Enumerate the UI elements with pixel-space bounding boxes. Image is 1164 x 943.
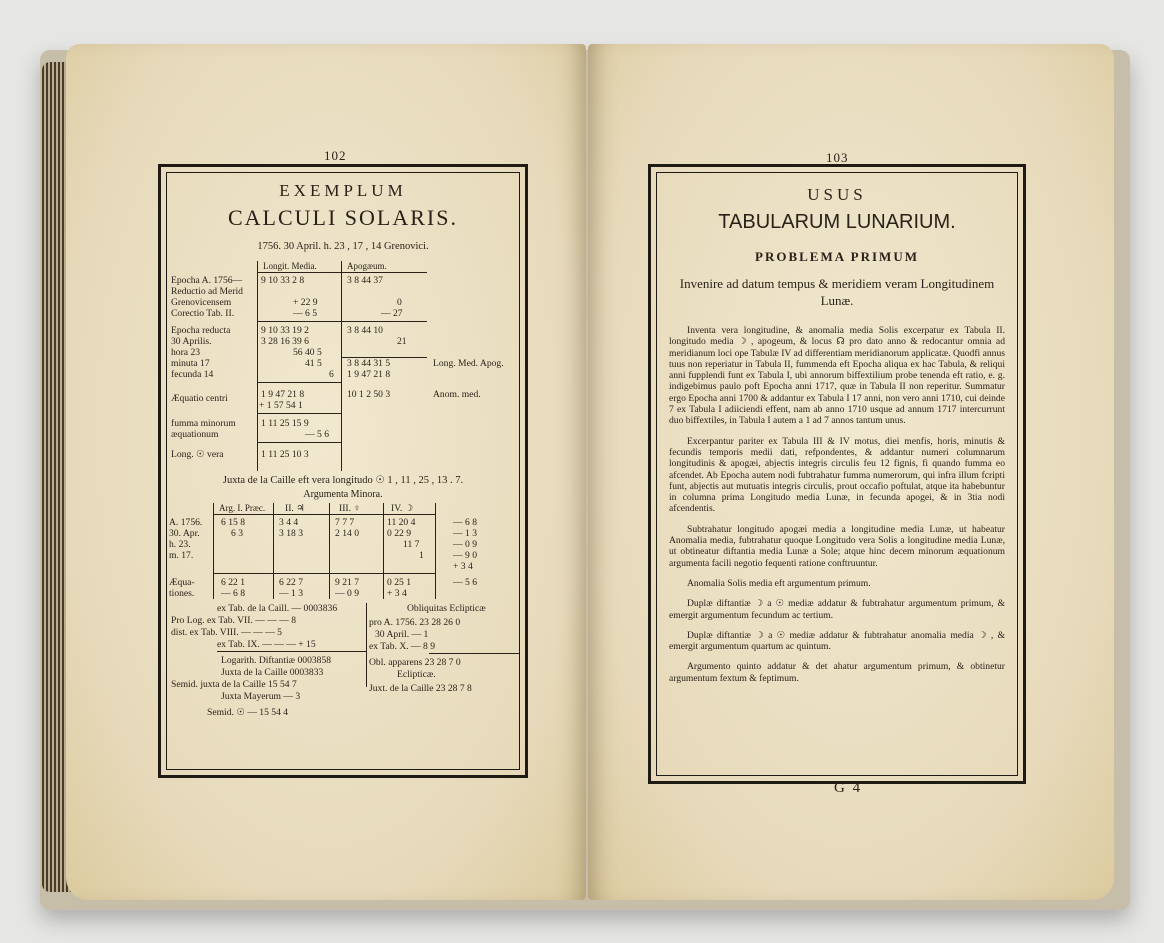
row-value: — 27 xyxy=(381,308,403,319)
right-folio: 103 xyxy=(826,150,849,165)
arg-cell: — 0 9 xyxy=(335,588,359,599)
col-head-longitude: Longit. Media. xyxy=(263,261,317,271)
left-frame xyxy=(158,164,528,778)
arg-row-label: tiones. xyxy=(169,588,195,599)
left-folio: 102 xyxy=(324,148,347,163)
arg-cell: 2 14 0 xyxy=(335,528,359,539)
row-value: 3 8 44 37 xyxy=(347,275,383,286)
obliquity-line: pro A. 1756. 23 28 26 0 xyxy=(369,617,461,628)
left-title-2: CALCULI SOLARIS. xyxy=(227,205,458,230)
arg-row-label: A. 1756. xyxy=(169,517,203,528)
row-value: 6 xyxy=(329,369,334,380)
right-page xyxy=(588,44,1114,900)
paragraph: Inventa vera longitudine, & anomalia media Solis excerpatur ex Tabula II. longitudo media ☽ , apogeum, & locus ☊ pro dato anno & redocantur omnia ad meridianum loci ope Tabulæ IV ad differentiam meridianorum applicatæ. Quodfi annus tuus non reperiatur in Tabula II, fummenda eft Epocha aliqua ex hac Tabula, & reliqui anni fupplendi funt ex Tabula I, ubi annorum biffextilium probe tenenda eft ratio, e. g. indigebimus paulo poft Epocha anni 1717, quæ in Tabula II non reperitur. Summatur ergo Epocha anni 1700 & addantur ex Tabula I 17 anni, non vero anni 1710, cui deinde 7 ex Tabula I adiiciendi effent, nam ab anno 1710 usque ad annum 1717 intercurrunt duo biffextiles, in Tabula I autem a 1 ad 7 annos tantum unus. xyxy=(669,325,1005,427)
arg-cell: — 1 3 xyxy=(453,528,477,539)
row-label: Epocha reducta xyxy=(171,325,231,336)
row-value: 41 5 xyxy=(305,358,322,369)
row-value: 21 xyxy=(397,336,407,347)
semid-line: Semid. ☉ — 15 54 4 xyxy=(207,707,289,718)
arg-row-label: Æqua- xyxy=(169,577,195,588)
semid-line: Pro Log. ex Tab. VII. — — — 8 xyxy=(171,615,297,626)
obliquity-line: Eclipticæ. xyxy=(397,669,436,680)
row-label: fumma minorum xyxy=(171,418,236,429)
arg-row-label: 30. Apr. xyxy=(169,528,200,539)
argumenta-table xyxy=(169,503,514,601)
row-value: 1 11 25 10 3 xyxy=(261,449,309,460)
obliquity-line: 30 April. — 1 xyxy=(375,629,429,640)
arg-row-label: m. 17. xyxy=(169,550,194,561)
right-title-3: PROBLEMA PRIMUM xyxy=(755,249,919,264)
paragraph: Anomalia Solis media eft argumentum primum. xyxy=(687,577,871,589)
arg-cell: + 3 4 xyxy=(387,588,407,599)
row-label: fecunda 14 xyxy=(171,369,214,380)
row-label: minuta 17 xyxy=(171,358,210,369)
row-value: 9 10 33 19 2 xyxy=(261,325,309,336)
arg-head: II. ♃ xyxy=(285,503,305,514)
right-title-2: TABULARUM LUNARIUM. xyxy=(718,211,956,233)
arg-cell: 7 7 7 xyxy=(335,517,355,528)
row-value: — 6 5 xyxy=(293,308,317,319)
arg-cell: — 6 8 xyxy=(453,517,477,528)
row-label: Æquatio centri xyxy=(171,393,228,404)
arg-cell: 6 15 8 xyxy=(221,517,245,528)
right-title-1: USUS xyxy=(807,185,867,204)
arg-cell: — 0 9 xyxy=(453,539,477,550)
row-value: 0 xyxy=(397,297,402,308)
row-label: Epocha A. 1756— xyxy=(171,275,243,286)
arg-cell: 0 22 9 xyxy=(387,528,411,539)
arg-cell: — 1 3 xyxy=(279,588,303,599)
row-value: + 22 9 xyxy=(293,297,318,308)
row-value: 1 9 47 21 8 xyxy=(261,389,305,400)
obliquity-line: ex Tab. X. — 8 9 xyxy=(369,641,436,652)
paragraph: Argumento quinto addatur & det ahatur argumentum primum, & obtinetur argumentum fextum & feptimum. xyxy=(669,661,1005,684)
arg-head: Arg. I. Præc. xyxy=(219,503,266,513)
arg-cell: 6 22 1 xyxy=(221,577,245,588)
arg-cell: — 5 6 xyxy=(453,577,477,588)
side-note-anom-med: Anom. med. xyxy=(433,389,481,400)
arg-title: Argumenta Minora. xyxy=(303,489,383,500)
row-label: Corectio Tab. II. xyxy=(171,308,235,319)
left-date-line: 1756. 30 April. h. 23 , 17 , 14 Grenovici. xyxy=(257,241,429,252)
arg-cell: 0 25 1 xyxy=(387,577,411,588)
row-value: 3 28 16 39 6 xyxy=(261,336,309,347)
row-value: 1 11 25 15 9 xyxy=(261,418,309,429)
obliquity-line: Obl. apparens 23 28 7 0 xyxy=(369,657,461,668)
side-note-long-med-apog: Long. Med. Apog. xyxy=(433,358,504,369)
semid-line: ex Tab. IX. — — — + 15 xyxy=(217,639,316,650)
row-value: — 5 6 xyxy=(305,429,329,440)
col-head-apogee: Apogæum. xyxy=(347,261,387,271)
semid-line: Juxta Mayerum — 3 xyxy=(221,691,301,702)
signature-mark: G 4 xyxy=(834,780,863,796)
paragraph: Duplæ diftantiæ ☽ a ☉ mediæ addatur & fubtrahatur argumentum primum, & emergit argumentum fecundum ac tertium. xyxy=(669,598,1005,621)
semid-line: Juxta de la Caille 0003833 xyxy=(221,667,324,678)
row-value: 3 8 44 10 xyxy=(347,325,383,336)
arg-cell: 11 7 xyxy=(403,539,420,550)
paragraph: Duplæ diftantiæ ☽ a ☉ mediæ addatur & fubtrahatur anomalia media ☽ , & emergit argumentum quartum ac quintum. xyxy=(669,629,1005,653)
row-value: + 1 57 54 1 xyxy=(259,400,303,411)
solar-table xyxy=(171,261,516,471)
arg-cell: 9 21 7 xyxy=(335,577,359,588)
arg-cell: 11 20 4 xyxy=(387,517,416,528)
arg-cell: 3 4 4 xyxy=(279,517,299,528)
row-label: hora 23 xyxy=(171,347,201,358)
row-value: 3 8 44 31 5 xyxy=(347,358,391,369)
arg-cell: 6 22 7 xyxy=(279,577,303,588)
arg-cell: — 9 0 xyxy=(453,550,477,561)
arg-cell: — 6 8 xyxy=(221,588,245,599)
right-frame xyxy=(648,164,1026,784)
left-title-1: EXEMPLUM xyxy=(279,181,407,200)
row-label: Grenovicensem xyxy=(171,297,232,308)
row-value: 10 1 2 50 3 xyxy=(347,389,391,400)
arg-head: IV. ☽ xyxy=(391,503,414,514)
obliquity-line: Juxt. de la Caille 23 28 7 8 xyxy=(369,683,472,694)
arg-cell: 6 3 xyxy=(231,528,243,539)
semid-line: Logarith. Diftantiæ 0003858 xyxy=(221,655,332,666)
arg-head: III. ♀ xyxy=(339,503,361,514)
row-label: Long. ☉ vera xyxy=(171,449,224,460)
row-value: 56 40 5 xyxy=(293,347,322,358)
caille-line: Juxta de la Caille eft vera longitudo ☉ 1 , 11 , 25 , 13 . 7. xyxy=(222,475,464,486)
arg-cell: 1 xyxy=(419,550,424,561)
arg-row-label: h. 23. xyxy=(169,539,191,550)
arg-cell: 3 18 3 xyxy=(279,528,303,539)
semid-line: Semid. juxta de la Caille 15 54 7 xyxy=(171,679,297,690)
row-label: æquationum xyxy=(171,429,219,440)
paragraph: Excerpantur pariter ex Tabula III & IV motus, diei menfis, horis, minutis & fecundis temporis medii dati, refpondentes, & addantur numeri columnarum longitudinis & apogæi, abjectis integris circulis feu 12 fignis, fi quando fumma eo afcendet. Ab Epocha autem nodi fubtrahatur fumma numerorum, qui infra illum fcripti funt, abjectis aut mutuatis integris circulis, prout occafio poftulat, atque ita habebuntur in columna prima Longitudo media Lunæ, in fecunda apogei, & in 3tia nodi afcendentis. xyxy=(669,435,1005,515)
obliquity-line: Obliquitas Eclipticæ xyxy=(407,603,486,614)
semid-line: ex Tab. de la Caill. — 0003836 xyxy=(217,603,338,614)
right-subtitle: Invenire ad datum tempus & meridiem veram Longitudinem Lunæ. xyxy=(679,276,995,308)
row-label: Reductio ad Merid xyxy=(171,286,243,297)
semid-line: dist. ex Tab. VIII. — — — 5 xyxy=(171,627,282,638)
row-value: 9 10 33 2 8 xyxy=(261,275,305,286)
paragraph: Subtrahatur longitudo apogæi media a longitudine media Lunæ, ut habeatur Anomalia media, fubtrahatur quoque Longitudo vera Solis a longitudine media Lunæ, ut obtineatur diftantia media Lunæ a Sole; atque hinc decem minorum æquationum argumenta facili negotio fequenti ratione conftruuntur. xyxy=(669,523,1005,569)
row-value: 1 9 47 21 8 xyxy=(347,369,391,380)
row-label: 30 Aprilis. xyxy=(171,336,212,347)
right-body xyxy=(669,325,1005,693)
left-page xyxy=(66,44,586,900)
arg-cell: + 3 4 xyxy=(453,561,473,572)
